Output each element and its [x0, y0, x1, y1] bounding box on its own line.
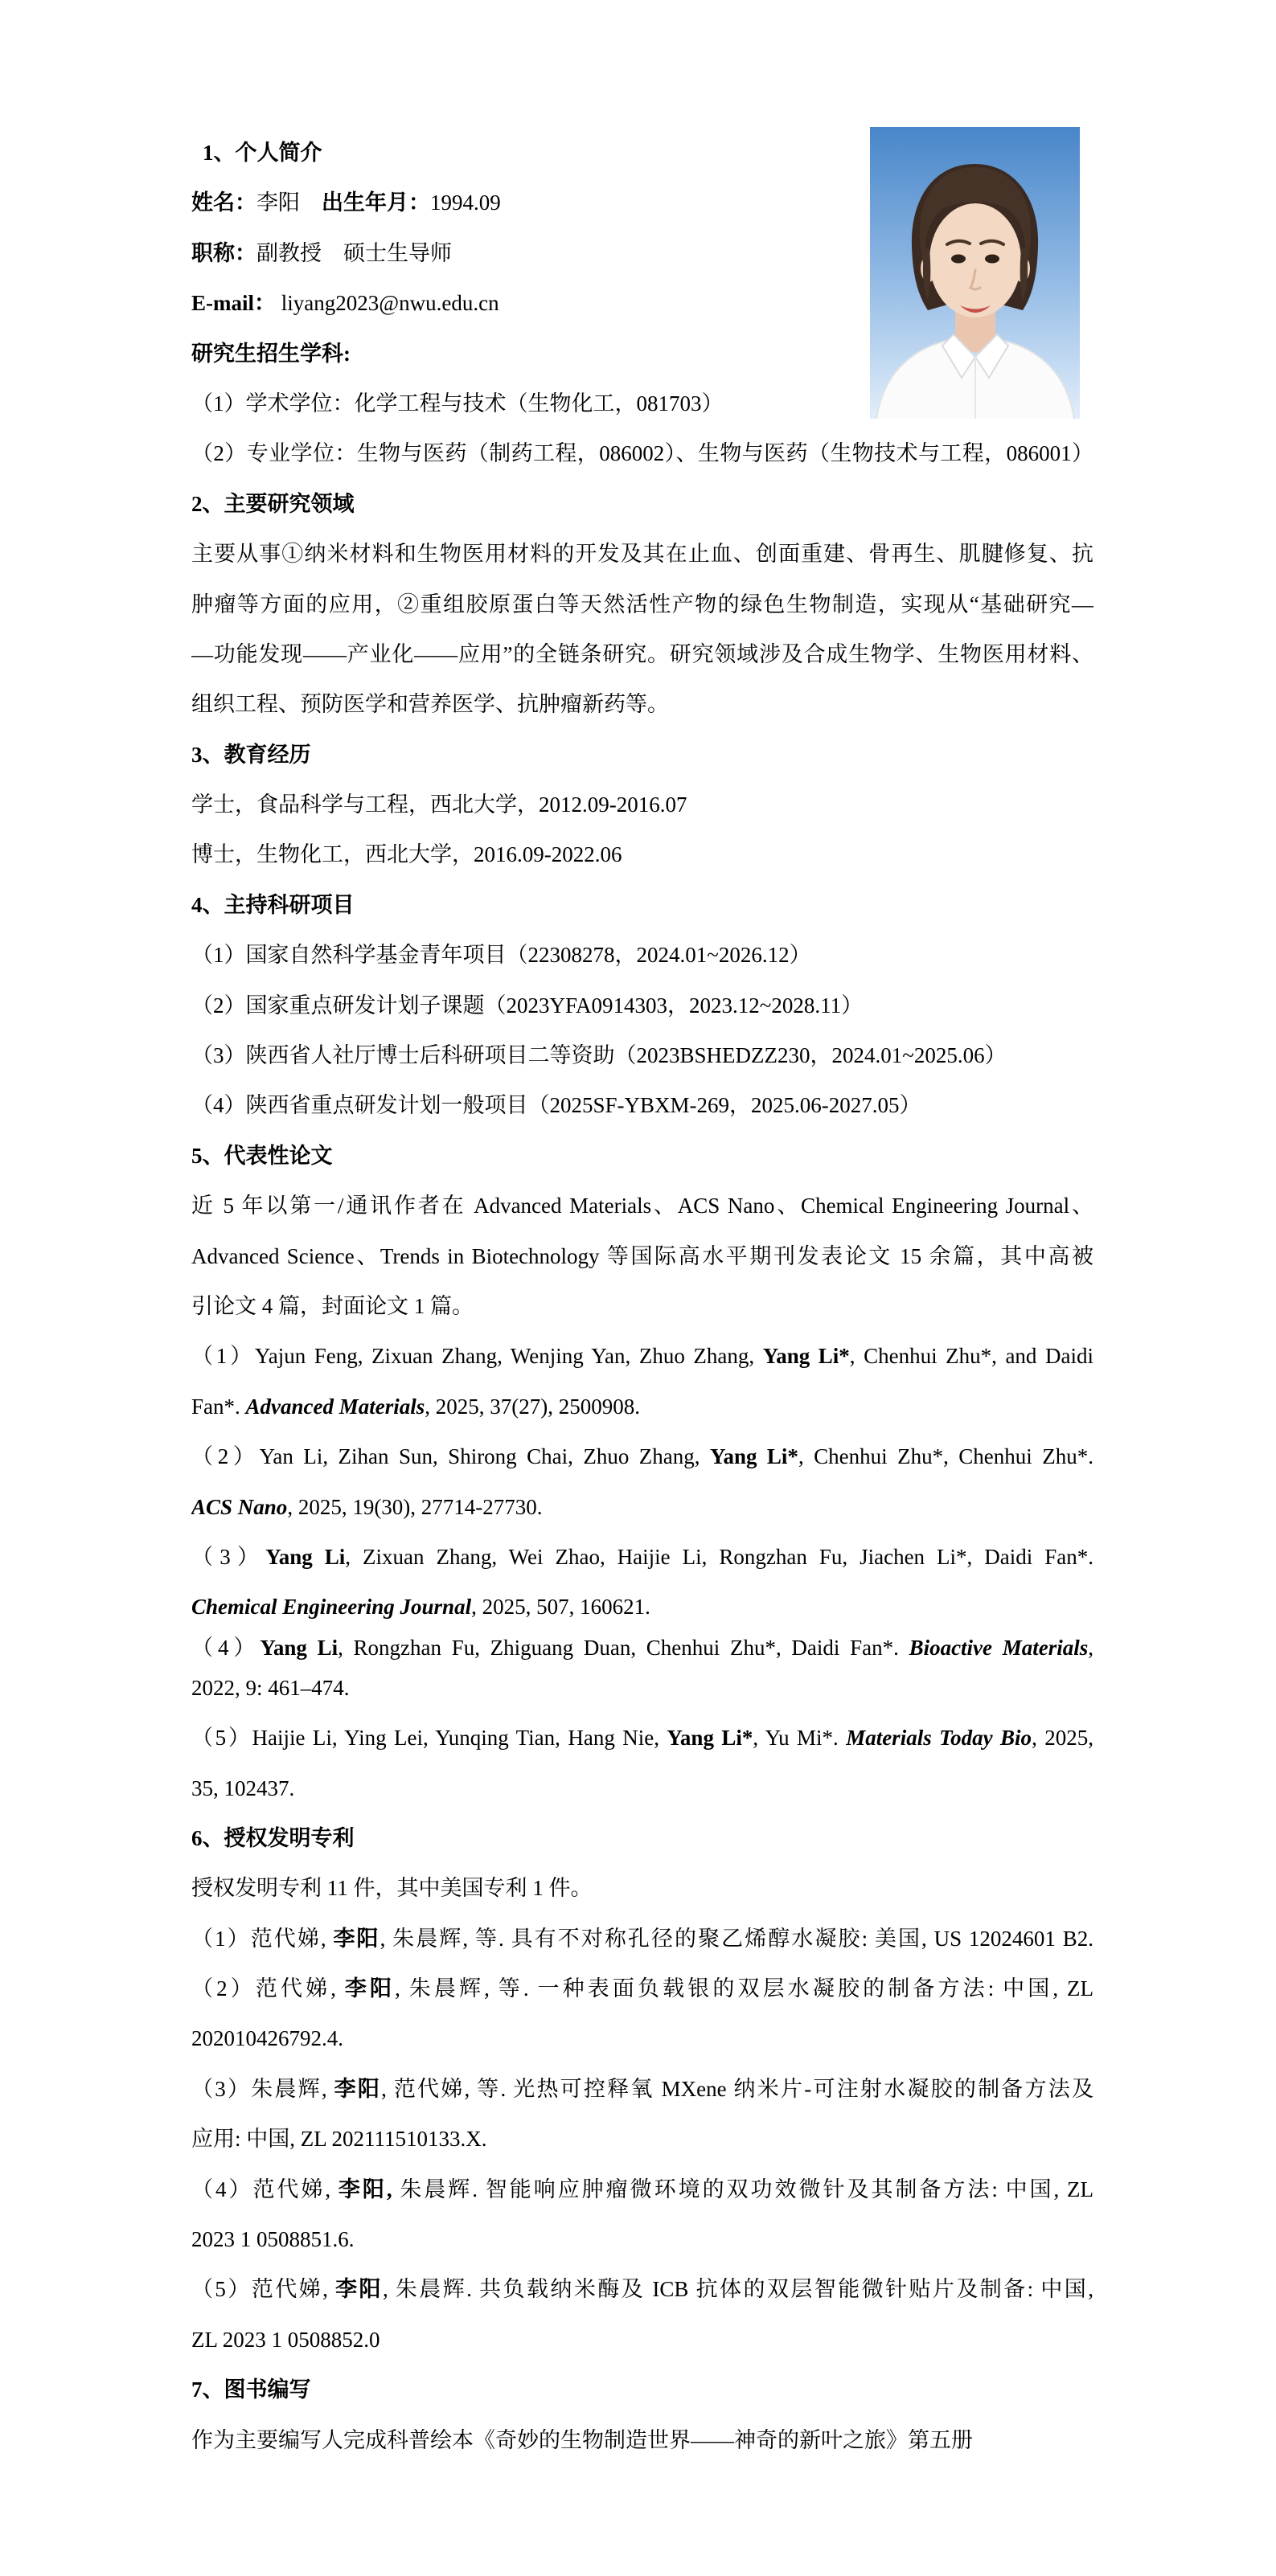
text-segment: 5、代表性论文 — [191, 1143, 333, 1168]
text-segment: 李阳 — [344, 1976, 396, 2001]
heading-6 — [191, 1813, 1093, 1863]
text-segment: , 朱晨辉, 等. 一种表面负载银的双层水凝胶的制备方法: 中国, ZL — [395, 1976, 1093, 2001]
text-segment: （1）国家自然科学基金青年项目（22308278，2024.01~2026.12） — [191, 943, 811, 968]
text-segment: 6、授权发明专利 — [191, 1825, 355, 1850]
research-para-2 — [191, 579, 1093, 629]
text-segment: , 2025, 37(27), 2500908. — [425, 1394, 640, 1419]
paper-5-line-1 — [191, 1713, 1093, 1763]
text-segment: 202010426792.4. — [191, 2026, 343, 2051]
text-segment: 肿瘤等方面的应用，②重组胶原蛋白等天然活性产物的绿色生物制造，实现从“基础研究— — [191, 592, 1093, 616]
text-segment: （2）范代娣, — [191, 1976, 345, 2001]
papers-intro-3 — [191, 1281, 1093, 1331]
name-line — [191, 178, 1093, 227]
text-segment: Yang Li — [260, 1635, 338, 1660]
text-segment: 2022, 9: 461–474. — [191, 1675, 350, 1700]
title-line — [191, 228, 1093, 278]
text-segment: （2）国家重点研发计划子课题（2023YFA0914303，2023.12~2028.11） — [191, 993, 864, 1018]
text-segment: Materials Today Bio — [846, 1726, 1032, 1751]
project-4 — [191, 1080, 1093, 1130]
text-segment: （1）学术学位：化学工程与技术（生物化工，081703） — [191, 391, 724, 416]
degree-item-2 — [191, 428, 1093, 478]
project-1 — [191, 930, 1093, 980]
text-segment: , — [1088, 1635, 1093, 1660]
text-segment: （1）Yajun Feng, Zixuan Zhang, Wenjing Yan, Zhuo Zhang, — [191, 1344, 763, 1369]
text-segment: （4）范代娣, — [191, 2177, 338, 2201]
text-segment: 副教授 硕士生导师 — [256, 240, 452, 265]
text-segment: 1994.09 — [430, 190, 501, 215]
edu-phd — [191, 829, 1093, 879]
paper-5-line-2 — [191, 1763, 1093, 1813]
text-segment: 李阳, — [338, 2177, 392, 2201]
text-segment: 4、主持科研项目 — [191, 892, 355, 917]
patent-1 — [191, 1914, 1093, 1964]
patent-5-line-2 — [191, 2315, 1093, 2365]
project-3 — [191, 1030, 1093, 1080]
text-segment: 李阳 — [334, 2076, 382, 2101]
papers-intro-1 — [191, 1181, 1093, 1231]
research-para-3 — [191, 629, 1093, 679]
text-segment: 2、主要研究领域 — [191, 491, 355, 516]
text-segment: 1、个人简介 — [203, 141, 322, 165]
text-segment: （3）朱晨辉, — [191, 2076, 334, 2101]
text-segment: 朱晨辉. 智能响应肿瘤微环境的双功效微针及其制备方法: 中国, ZL — [392, 2177, 1093, 2201]
text-segment: 姓名： — [191, 190, 256, 215]
text-segment: , 2025, 19(30), 27714-27730. — [287, 1494, 543, 1519]
text-segment: Bioactive Materials — [909, 1635, 1089, 1660]
research-para-1 — [191, 529, 1093, 579]
text-segment: 作为主要编写人完成科普绘本《奇妙的生物制造世界——神奇的新叶之旅》第五册 — [191, 2427, 973, 2452]
paper-4-line-1 — [191, 1632, 1093, 1663]
paper-1-line-2 — [191, 1382, 1093, 1431]
text-segment: （1）范代娣, — [191, 1926, 334, 1951]
text-segment: liyang2023@nwu.edu.cn — [276, 291, 499, 316]
paper-3-line-1 — [191, 1532, 1093, 1582]
enrollment-label — [191, 329, 1093, 379]
text-segment: , 2025, — [1032, 1726, 1093, 1751]
text-segment: 博士，生物化工，西北大学，2016.09-2022.06 — [191, 842, 622, 867]
text-segment: 学士，食品科学与工程，西北大学，2012.09-2016.07 — [191, 792, 687, 817]
text-segment: 引论文 4 篇，封面论文 1 篇。 — [191, 1293, 474, 1318]
patents-intro — [191, 1863, 1093, 1913]
text-segment: 出生年月： — [322, 190, 430, 215]
heading-4 — [191, 880, 1093, 930]
text-segment: （3）陕西省人社厅博士后科研项目二等资助（2023BSHEDZZ230，2024.01~2025.06） — [191, 1043, 1007, 1068]
paper-4-line-2 — [191, 1663, 1093, 1713]
text-segment: 研究生招生学科: — [191, 341, 351, 366]
text-segment: （5）范代娣, — [191, 2277, 336, 2302]
patent-2-line-1 — [191, 1964, 1093, 2013]
text-segment: , 朱晨辉, 等. 具有不对称孔径的聚乙烯醇水凝胶: 美国, US 12024601 B2. — [380, 1926, 1093, 1951]
edu-bachelor — [191, 780, 1093, 829]
text-segment: Fan*. — [191, 1394, 246, 1419]
book-line — [191, 2415, 1093, 2465]
text-segment: , Zixuan Zhang, Wei Zhao, Haijie Li, Rongzhan Fu, Jiachen Li*, Daidi Fan*. — [345, 1544, 1093, 1569]
text-segment: ZL 2023 1 0508852.0 — [191, 2327, 380, 2352]
patent-4-line-1 — [191, 2164, 1093, 2214]
text-segment: （4） — [191, 1635, 261, 1660]
text-segment: —功能发现——产业化——应用”的全链条研究。研究领域涉及合成生物学、生物医用材料、 — [191, 641, 1093, 666]
text-segment: 应用: 中国, ZL 202111510133.X. — [191, 2127, 487, 2152]
project-2 — [191, 981, 1093, 1030]
paper-2-line-1 — [191, 1431, 1093, 1481]
text-segment: 近 5 年以第一/通讯作者在 Advanced Materials、ACS Nano、Chemical Engineering Journal、 — [191, 1194, 1093, 1218]
text-segment: Advanced Science、Trends in Biotechnology 等国际高水平期刊发表论文 15 余篇，其中高被 — [191, 1243, 1093, 1268]
text-segment: Yang Li* — [709, 1444, 798, 1469]
text-segment: , Yu Mi*. — [753, 1726, 847, 1751]
text-segment: Yang Li* — [762, 1344, 850, 1369]
text-segment: ACS Nano — [191, 1494, 288, 1519]
degree-item-1 — [191, 379, 1093, 428]
text-segment: 李阳 — [333, 1926, 380, 1951]
heading-2 — [191, 479, 1093, 529]
text-segment: Yang Li* — [667, 1726, 753, 1751]
paper-3-line-2 — [191, 1582, 1093, 1632]
text-segment: Chemical Engineering Journal — [191, 1595, 472, 1620]
patent-2-line-2 — [191, 2013, 1093, 2063]
patent-5-line-1 — [191, 2264, 1093, 2314]
text-segment: , 朱晨辉. 共负载纳米酶及 ICB 抗体的双层智能微针贴片及制备: 中国, — [382, 2277, 1093, 2302]
text-segment: （2）Yan Li, Zihan Sun, Shirong Chai, Zhuo Zhang, — [191, 1444, 710, 1469]
text-segment: 2023 1 0508851.6. — [191, 2227, 355, 2252]
text-segment: , Rongzhan Fu, Zhiguang Duan, Chenhui Zhu*, Daidi Fan*. — [338, 1635, 909, 1660]
heading-5 — [191, 1131, 1093, 1181]
text-segment: 组织工程、预防医学和营养医学、抗肿瘤新药等。 — [191, 692, 669, 717]
text-segment: 主要从事①纳米材料和生物医用材料的开发及其在止血、创面重建、骨再生、肌腱修复、抗 — [191, 542, 1093, 567]
text-segment: 3、教育经历 — [191, 742, 311, 767]
heading-7 — [191, 2365, 1093, 2414]
text-segment: , Chenhui Zhu*, Chenhui Zhu*. — [798, 1444, 1093, 1469]
patent-4-line-2 — [191, 2214, 1093, 2264]
heading-1 — [191, 128, 1093, 178]
patent-3-line-2 — [191, 2114, 1093, 2164]
text-segment: 李阳 — [256, 190, 322, 215]
text-segment: , 2025, 507, 160621. — [471, 1595, 650, 1620]
cv-document — [191, 128, 1093, 2465]
papers-intro-2 — [191, 1231, 1093, 1281]
text-segment: （4）陕西省重点研发计划一般项目（2025SF-YBXM-269，2025.06-2027.05） — [191, 1093, 921, 1118]
text-segment: 35, 102437. — [191, 1775, 295, 1800]
text-segment: E-mail： — [191, 291, 276, 316]
text-segment: , Chenhui Zhu*, and Daidi — [849, 1344, 1093, 1369]
research-para-4 — [191, 679, 1093, 729]
paper-2-line-2 — [191, 1482, 1093, 1532]
text-segment: , 范代娣, 等. 光热可控释氧 MXene 纳米片-可注射水凝胶的制备方法及 — [381, 2076, 1093, 2101]
text-segment: （3） — [191, 1544, 266, 1569]
text-segment: （2）专业学位：生物与医药（制药工程，086002）、生物与医药（生物技术与工程，086001） — [191, 441, 1093, 466]
text-segment: （5）Haijie Li, Ying Lei, Yunqing Tian, Hang Nie, — [191, 1726, 667, 1751]
paper-1-line-1 — [191, 1331, 1093, 1381]
text-segment: Advanced Materials — [245, 1394, 425, 1419]
email-line — [191, 278, 1093, 328]
text-segment: 李阳 — [335, 2277, 383, 2302]
text-segment: 7、图书编写 — [191, 2377, 311, 2402]
heading-3 — [191, 730, 1093, 780]
text-segment: 授权发明专利 11 件，其中美国专利 1 件。 — [191, 1876, 593, 1901]
patent-3-line-1 — [191, 2064, 1093, 2114]
text-segment: Yang Li — [265, 1544, 346, 1569]
text-segment: 职称： — [191, 240, 256, 265]
